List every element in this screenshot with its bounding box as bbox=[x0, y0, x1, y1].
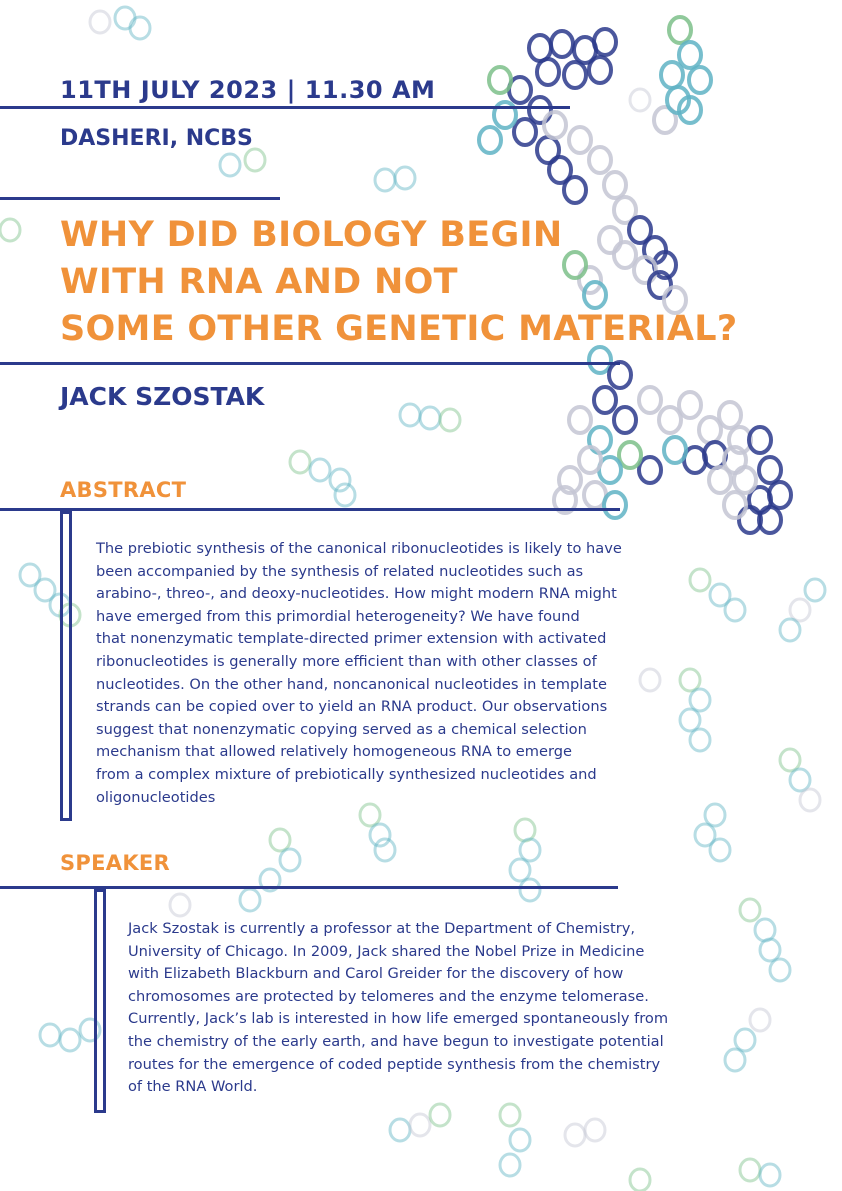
nucleotide-ring bbox=[537, 59, 559, 85]
nucleotide-ring bbox=[719, 402, 741, 428]
abstract-line: oligonucleotides bbox=[96, 788, 216, 806]
nucleotide-ring bbox=[130, 17, 150, 39]
nucleotide-ring bbox=[760, 1164, 780, 1186]
nucleotide-ring bbox=[569, 407, 591, 433]
speaker-bio-line: University of Chicago. In 2009, Jack shared the Nobel Prize in Medicine bbox=[128, 942, 645, 960]
abstract-line: that nonenzymatic template-directed primer extension with activated bbox=[96, 630, 607, 648]
abstract-line: The prebiotic synthesis of the canonical ribonucleotides is likely to have bbox=[96, 540, 622, 557]
nucleotide-ring bbox=[740, 1159, 760, 1181]
nucleotide-ring bbox=[725, 599, 745, 621]
nucleotide-ring bbox=[639, 387, 661, 413]
speaker-bio-line: of the RNA World. bbox=[128, 1078, 258, 1096]
nucleotide-ring bbox=[370, 824, 390, 846]
speaker-bracket bbox=[94, 889, 106, 1113]
speaker-rule bbox=[0, 886, 618, 889]
nucleotide-ring bbox=[240, 889, 260, 911]
nucleotide-ring bbox=[725, 1049, 745, 1071]
speaker-bio-line: Currently, Jack’s lab is interested in how life emerged spontaneously from bbox=[128, 1010, 669, 1028]
nucleotide-ring bbox=[750, 1009, 770, 1031]
nucleotide-ring bbox=[479, 127, 501, 153]
nucleotide-ring bbox=[709, 467, 731, 493]
nucleotide-ring bbox=[690, 729, 710, 751]
nucleotide-ring bbox=[735, 1029, 755, 1051]
nucleotide-ring bbox=[310, 459, 330, 481]
abstract-line: nucleotides. On the other hand, noncanonical nucleotides in template bbox=[96, 675, 607, 693]
title-rule-bottom bbox=[0, 362, 620, 365]
nucleotide-ring bbox=[619, 442, 641, 468]
nucleotide-ring bbox=[585, 1119, 605, 1141]
nucleotide-ring bbox=[664, 437, 686, 463]
nucleotide-ring bbox=[640, 669, 660, 691]
nucleotide-ring bbox=[724, 492, 746, 518]
speaker-bio-line: routes for the emergence of coded peptide synthesis from the chemistry bbox=[128, 1055, 661, 1073]
nucleotide-ring bbox=[330, 469, 350, 491]
nucleotide-ring bbox=[335, 484, 355, 506]
abstract-line: ribonucleotides is generally more efficient than with other classes of bbox=[96, 652, 597, 670]
speaker-bio-line: chromosomes are protected by telomeres and the enzyme telomerase. bbox=[128, 987, 649, 1005]
nucleotide-ring bbox=[420, 407, 440, 429]
nucleotide-ring bbox=[659, 407, 681, 433]
nucleotide-ring bbox=[589, 57, 611, 83]
nucleotide-ring bbox=[440, 409, 460, 431]
nucleotide-ring bbox=[639, 457, 661, 483]
nucleotide-ring bbox=[630, 1169, 650, 1191]
nucleotide-ring bbox=[0, 219, 20, 241]
nucleotide-ring bbox=[564, 177, 586, 203]
nucleotide-ring bbox=[690, 689, 710, 711]
nucleotide-ring bbox=[410, 1114, 430, 1136]
nucleotide-ring bbox=[544, 112, 566, 138]
abstract-line: from a complex mixture of prebiotically synthesized nucleotides and bbox=[96, 765, 597, 783]
nucleotide-ring bbox=[805, 579, 825, 601]
nucleotide-ring bbox=[690, 569, 710, 591]
nucleotide-ring bbox=[375, 169, 395, 191]
nucleotide-ring bbox=[40, 1024, 60, 1046]
nucleotide-ring bbox=[589, 147, 611, 173]
nucleotide-ring bbox=[689, 67, 711, 93]
talk-title-line: WHY DID BIOLOGY BEGIN bbox=[60, 215, 563, 255]
nucleotide-ring bbox=[529, 97, 551, 123]
nucleotide-ring bbox=[90, 11, 110, 33]
nucleotide-ring bbox=[780, 749, 800, 771]
nucleotide-ring bbox=[510, 859, 530, 881]
nucleotide-ring bbox=[395, 167, 415, 189]
nucleotide-ring bbox=[280, 849, 300, 871]
nucleotide-ring bbox=[375, 839, 395, 861]
nucleotide-ring bbox=[510, 1129, 530, 1151]
nucleotide-ring bbox=[661, 62, 683, 88]
abstract-bracket bbox=[60, 511, 72, 821]
talk-title-line: SOME OTHER GENETIC MATERIAL? bbox=[60, 309, 738, 349]
nucleotide-ring bbox=[569, 127, 591, 153]
nucleotide-ring bbox=[514, 119, 536, 145]
nucleotide-ring bbox=[500, 1154, 520, 1176]
abstract-line: have emerged from this primordial heterogeneity? We have found bbox=[96, 607, 580, 625]
nucleotide-ring bbox=[679, 42, 701, 68]
nucleotide-ring bbox=[770, 959, 790, 981]
nucleotide-ring bbox=[115, 7, 135, 29]
nucleotide-ring bbox=[734, 467, 756, 493]
nucleotide-ring bbox=[740, 899, 760, 921]
speaker-bio bbox=[128, 918, 668, 1099]
nucleotide-ring bbox=[800, 789, 820, 811]
nucleotide-ring bbox=[609, 362, 631, 388]
abstract-rule bbox=[0, 508, 620, 511]
nucleotide-ring bbox=[500, 1104, 520, 1126]
nucleotide-ring bbox=[699, 417, 721, 443]
nucleotide-ring bbox=[680, 709, 700, 731]
nucleotide-ring bbox=[630, 89, 650, 111]
nucleotide-ring bbox=[780, 619, 800, 641]
nucleotide-ring bbox=[679, 392, 701, 418]
speaker-bio-line: Jack Szostak is currently a professor at the Department of Chemistry, bbox=[128, 920, 636, 937]
nucleotide-ring bbox=[245, 149, 265, 171]
speaker-bio-line: with Elizabeth Blackburn and Carol Greider for the discovery of how bbox=[128, 965, 624, 983]
nucleotide-ring bbox=[170, 894, 190, 916]
abstract-line: been accompanied by the synthesis of related nucleotides such as bbox=[96, 562, 584, 580]
abstract-line: strands can be copied over to yield an RNA product. Our observations bbox=[96, 698, 608, 716]
nucleotide-ring bbox=[669, 17, 691, 43]
nucleotide-ring bbox=[551, 31, 573, 57]
nucleotide-ring bbox=[520, 839, 540, 861]
nucleotide-ring bbox=[760, 939, 780, 961]
nucleotide-ring bbox=[430, 1104, 450, 1126]
abstract-heading: ABSTRACT bbox=[60, 478, 187, 502]
nucleotide-ring bbox=[614, 407, 636, 433]
talk-title-line: WITH RNA AND NOT bbox=[60, 262, 458, 302]
nucleotide-ring bbox=[594, 387, 616, 413]
event-venue: DASHERI, NCBS bbox=[60, 126, 253, 151]
nucleotide-ring bbox=[60, 1029, 80, 1051]
nucleotide-ring bbox=[400, 404, 420, 426]
abstract-body bbox=[96, 538, 622, 809]
nucleotide-ring bbox=[594, 29, 616, 55]
nucleotide-ring bbox=[390, 1119, 410, 1141]
nucleotide-ring bbox=[489, 67, 511, 93]
nucleotide-ring bbox=[790, 769, 810, 791]
nucleotide-ring bbox=[564, 62, 586, 88]
nucleotide-ring bbox=[710, 839, 730, 861]
nucleotide-ring bbox=[604, 172, 626, 198]
nucleotide-ring bbox=[290, 451, 310, 473]
speaker-name: JACK SZOSTAK bbox=[60, 382, 265, 411]
nucleotide-ring bbox=[520, 879, 540, 901]
date-underline bbox=[0, 106, 570, 109]
speaker-heading: SPEAKER bbox=[60, 851, 171, 875]
title-rule-top bbox=[0, 197, 280, 200]
nucleotide-ring bbox=[565, 1124, 585, 1146]
abstract-line: suggest that nonenzymatic copying served as a chemical selection bbox=[96, 720, 587, 738]
speaker-bio-line: the chemistry of the early earth, and have begun to investigate potential bbox=[128, 1032, 664, 1050]
nucleotide-ring bbox=[220, 154, 240, 176]
nucleotide-ring bbox=[759, 457, 781, 483]
nucleotide-ring bbox=[680, 669, 700, 691]
talk-title bbox=[60, 212, 800, 353]
abstract-line: arabino-, threo-, and deoxy-nucleotides. How might modern RNA might bbox=[96, 585, 617, 603]
event-date-time: 11TH JULY 2023 | 11.30 AM bbox=[60, 76, 436, 104]
nucleotide-ring bbox=[790, 599, 810, 621]
abstract-line: mechanism that allowed relatively homogeneous RNA to emerge bbox=[96, 743, 572, 761]
nucleotide-ring bbox=[270, 829, 290, 851]
nucleotide-ring bbox=[705, 804, 725, 826]
nucleotide-ring bbox=[604, 492, 626, 518]
nucleotide-ring bbox=[579, 447, 601, 473]
